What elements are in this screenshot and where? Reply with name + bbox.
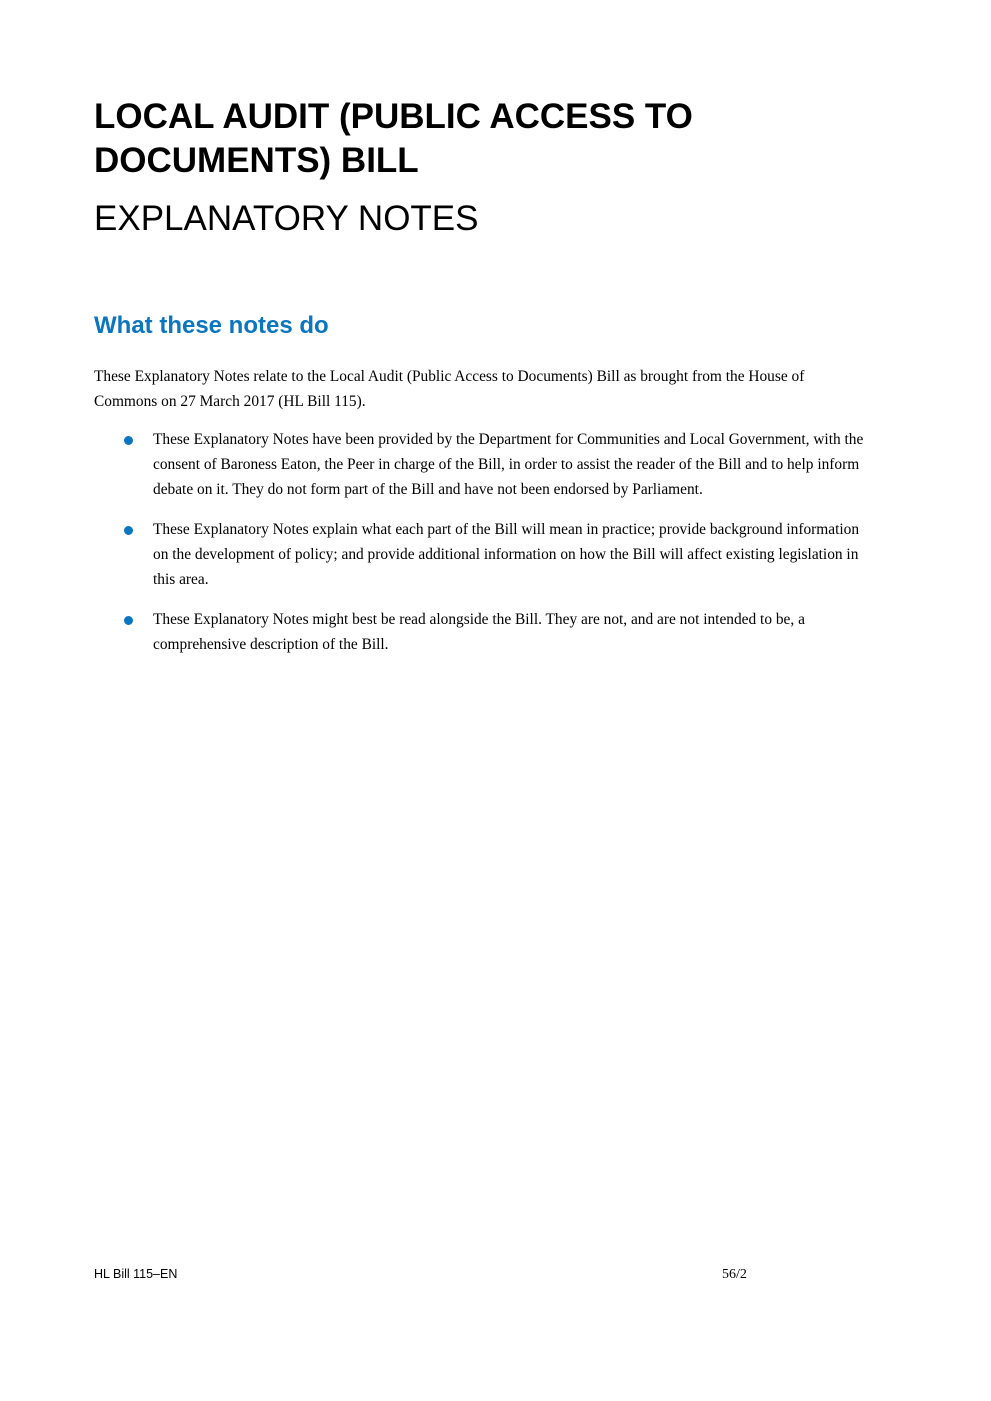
bullet-dot-icon (124, 436, 133, 445)
bullet-dot-icon (124, 616, 133, 625)
bullet-text: These Explanatory Notes might best be read alongside the Bill. They are not, and are not intended to be, a comprehensive description of the Bill. (153, 611, 805, 653)
document-subtitle: EXPLANATORY NOTES (94, 199, 479, 238)
footer-page-code: 56/2 (722, 1267, 747, 1282)
bullet-text: These Explanatory Notes explain what each part of the Bill will mean in practice; provide background information on the development of policy; and provide additional information on how the Bill will affect existing legislation in this area. (153, 521, 860, 588)
bullet-item (94, 607, 864, 657)
bullet-text: These Explanatory Notes have been provided by the Department for Communities and Local Government, with the consent of Baroness Eaton, the Peer in charge of the Bill, in order to assist the reader of the Bill and to help inform debate on it. They do not form part of the Bill and have not been endorsed by Parliament. (153, 431, 864, 498)
bullet-item (94, 517, 864, 592)
bullet-list (94, 427, 864, 672)
bullet-dot-icon (124, 526, 133, 535)
intro-paragraph: These Explanatory Notes relate to the Local Audit (Public Access to Documents) Bill as brought from the House of Commons on 27 March 2017 (HL Bill 115). (94, 368, 805, 410)
section-heading: What these notes do (94, 312, 329, 339)
document-title: LOCAL AUDIT (PUBLIC ACCESS TO DOCUMENTS) BILL (94, 97, 693, 180)
footer-bill-reference: HL Bill 115–EN (94, 1267, 178, 1281)
bullet-item (94, 427, 864, 502)
